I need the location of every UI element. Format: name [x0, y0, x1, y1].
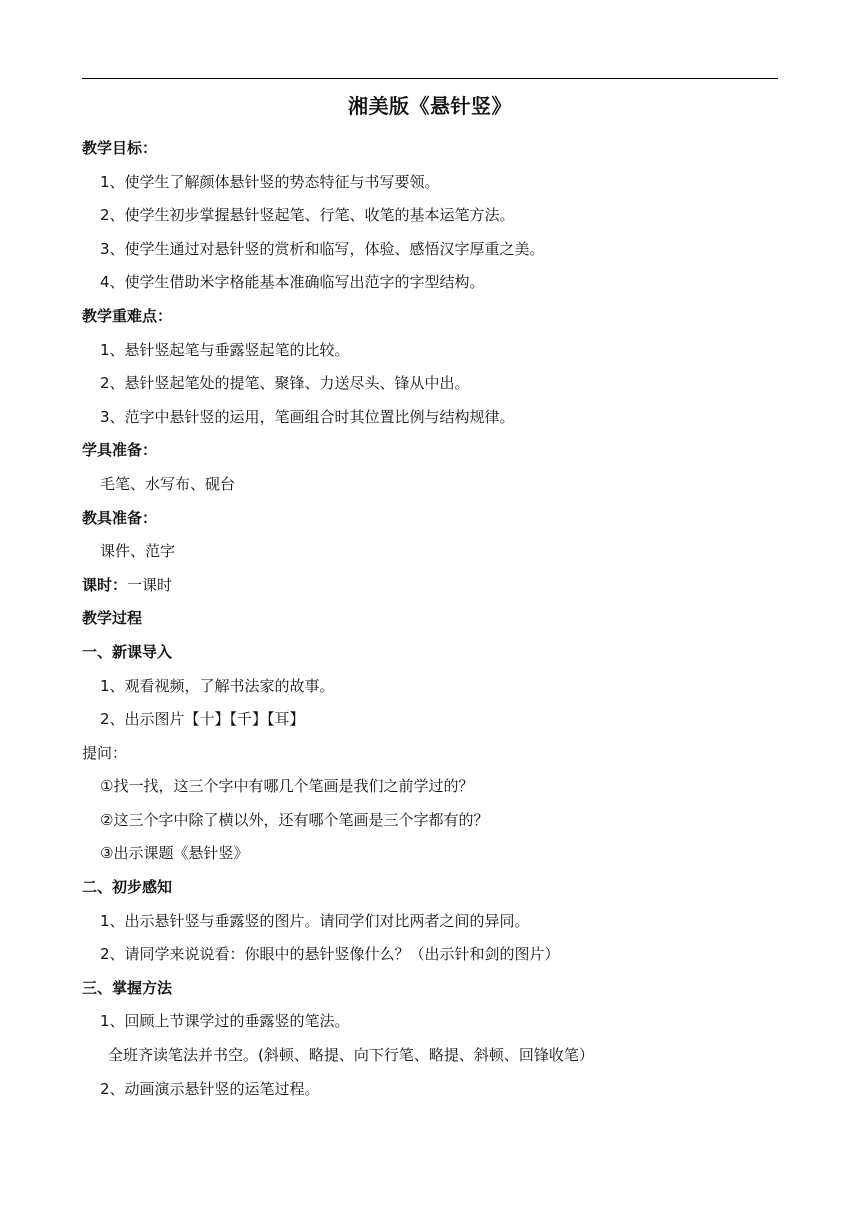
goal-item: 2、使学生初步掌握悬针竖起笔、行笔、收笔的基本运笔方法。 — [100, 206, 515, 225]
part1-item: 2、出示图片【十】【千】【耳】 — [100, 710, 305, 729]
part3-item: 1、回顾上节课学过的垂露竖的笔法。 — [100, 1012, 350, 1031]
document-body — [82, 132, 782, 1106]
header-rule — [82, 78, 778, 79]
question-item: ②这三个字中除了横以外，还有哪个笔画是三个字都有的？ — [100, 810, 489, 829]
part3-item: 全班齐读笔法并书空。(斜顿、略提、向下行笔、略提、斜顿、回锋收笔） — [108, 1046, 594, 1065]
key-point-item: 3、范字中悬针竖的运用，笔画组合时其位置比例与结构规律。 — [100, 407, 515, 426]
process-heading: 教学过程 — [82, 609, 143, 628]
part3-heading: 三、掌握方法 — [82, 978, 173, 997]
student-tools-heading: 学具准备： — [82, 441, 158, 460]
key-point-item: 2、悬针竖起笔处的提笔、聚锋、力送尽头、锋从中出。 — [100, 374, 470, 393]
part2-heading: 二、初步感知 — [82, 878, 173, 897]
period-value: 一课时 — [127, 575, 173, 594]
goal-item: 3、使学生通过对悬针竖的赏析和临写，体验、感悟汉字厚重之美。 — [100, 239, 545, 258]
student-tools-text: 毛笔、水写布、砚台 — [100, 474, 236, 493]
part3-item: 2、动画演示悬针竖的运笔过程。 — [100, 1079, 320, 1098]
teacher-tools-heading: 教具准备： — [82, 508, 158, 527]
period-label: 课时： — [82, 575, 128, 594]
part2-item: 1、出示悬针竖与垂露竖的图片。请同学们对比两者之间的异同。 — [100, 911, 530, 930]
goal-item: 1、使学生了解颜体悬针竖的势态特征与书写要领。 — [100, 172, 440, 191]
part2-item: 2、请同学来说说看：你眼中的悬针竖像什么？（出示针和剑的图片） — [100, 945, 560, 964]
period-line — [82, 569, 782, 603]
key-points-heading: 教学重难点： — [82, 306, 173, 325]
teacher-tools-text: 课件、范字 — [100, 542, 176, 561]
part1-item: 1、观看视频，了解书法家的故事。 — [100, 676, 335, 695]
questions-label: 提问： — [82, 743, 128, 762]
part1-heading: 一、新课导入 — [82, 642, 173, 661]
key-point-item: 1、悬针竖起笔与垂露竖起笔的比较。 — [100, 340, 350, 359]
question-item: ③出示课题《悬针竖》 — [100, 844, 249, 863]
goal-item: 4、使学生借助米字格能基本准确临写出范字的字型结构。 — [100, 273, 485, 292]
goals-heading: 教学目标： — [82, 139, 158, 157]
question-item: ①找一找，这三个字中有哪几个笔画是我们之前学过的？ — [100, 777, 474, 796]
document-title: 湘美版《悬针竖》 — [348, 94, 512, 118]
